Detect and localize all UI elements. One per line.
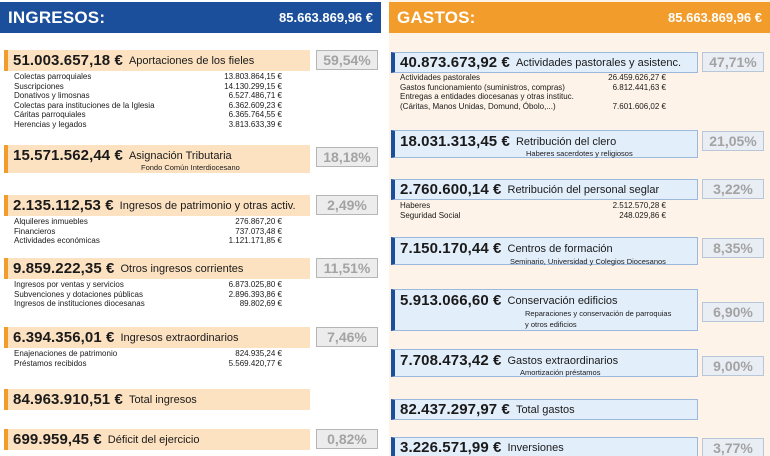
section-percentage: 18,18% <box>316 147 378 167</box>
ingresos-title: INGRESOS: <box>8 7 106 27</box>
section-amount: 84.963.910,51 € <box>13 391 123 408</box>
section-sublabel: Seminario, Universidad y Colegios Diocesanos <box>510 257 666 266</box>
section-detail-list <box>400 73 666 111</box>
section-extraordinarios <box>4 327 310 348</box>
ingresos-column <box>0 0 381 456</box>
list-item: Suscripciones 14.130.299,15 € <box>14 81 282 91</box>
section-label: Total gastos <box>515 403 575 416</box>
list-item: Ingresos de instituciones diocesanas 89.802,69 € <box>14 299 282 309</box>
section-otros-ingresos <box>4 258 310 279</box>
gastos-total: 85.663.869,96 € <box>668 10 762 25</box>
section-amount: 15.571.562,44 € <box>13 147 123 164</box>
section-amount: 5.913.066,60 € <box>400 292 502 309</box>
section-sublabel: Reparaciones y conservación de parroquias <box>525 309 672 318</box>
section-sublabel: Fondo Común Interdiocesano <box>141 163 240 172</box>
section-sublabel: y otros edificios <box>525 320 577 329</box>
list-item: Cáritas parroquiales 6.365.764,55 € <box>14 110 282 120</box>
section-percentage: 8,35% <box>702 238 764 258</box>
section-amount: 699.959,45 € <box>13 431 102 448</box>
section-aportaciones <box>4 50 310 71</box>
list-item: Actividades pastorales 26.459.626,27 € <box>400 73 666 82</box>
list-item: Colectas para instituciones de la Iglesia 6.362.609,23 € <box>14 100 282 110</box>
section-detail-list <box>14 217 282 246</box>
section-percentage: 21,05% <box>702 131 764 151</box>
list-item: Donativos y limosnas 6.527.486,71 € <box>14 91 282 101</box>
section-label: Retribución del clero <box>515 136 617 148</box>
section-label: Ingresos extraordinarios <box>120 331 239 344</box>
list-item: Haberes 2.512.570,28 € <box>400 201 666 210</box>
section-label: Asignación Tributaria <box>128 150 232 162</box>
section-detail-list <box>14 280 282 309</box>
section-label: Gastos extraordinarios <box>507 355 619 367</box>
section-label: Conservación edificios <box>507 295 618 307</box>
section-amount: 6.394.356,01 € <box>13 329 115 346</box>
section-percentage: 3,22% <box>702 179 764 199</box>
section-label: Aportaciones de los fieles <box>128 54 255 67</box>
section-amount: 82.437.297,97 € <box>400 401 510 418</box>
section-sublabel: Amortización préstamos <box>520 368 601 377</box>
section-amount: 7.708.473,42 € <box>400 352 502 369</box>
list-item: Seguridad Social 248.029,86 € <box>400 210 666 220</box>
section-detail-list <box>400 201 666 220</box>
section-sublabel: Haberes sacerdotes y religiosos <box>526 149 633 158</box>
section-label: Ingresos de patrimonio y otras activ. <box>119 199 296 212</box>
section-amount: 9.859.222,35 € <box>13 260 115 277</box>
section-deficit <box>4 429 310 450</box>
ingresos-header <box>0 2 381 33</box>
section-actividades-pastorales <box>391 52 698 73</box>
total-gastos <box>391 399 698 420</box>
list-item: Gastos funcionamiento (suministros, compras) 6.812.441,63 € <box>400 82 666 92</box>
section-percentage: 2,49% <box>316 195 378 215</box>
section-amount: 51.003.657,18 € <box>13 52 123 69</box>
list-item: Entregas a entidades diocesanas y otras instituc. <box>400 92 574 102</box>
section-percentage: 47,71% <box>702 52 764 72</box>
gastos-column <box>389 0 770 456</box>
gastos-header <box>389 2 770 33</box>
section-percentage: 11,51% <box>316 258 378 278</box>
section-personal-seglar <box>391 179 698 200</box>
section-amount: 2.135.112,53 € <box>13 197 114 214</box>
list-item: (Cáritas, Manos Unidas, Domund, Óbolo,...) 7.601.606,02 € <box>400 101 666 111</box>
section-label: Inversiones <box>507 441 564 454</box>
list-item: Préstamos recibidos 5.569.420,77 € <box>14 358 282 368</box>
ingresos-total: 85.663.869,96 € <box>279 10 373 25</box>
section-amount: 7.150.170,44 € <box>400 240 502 257</box>
section-label: Otros ingresos corrientes <box>120 262 244 275</box>
section-inversiones <box>391 437 698 456</box>
section-detail-list <box>14 349 282 368</box>
list-item: Herencias y legados 3.813.633,39 € <box>14 119 282 129</box>
section-percentage: 59,54% <box>316 50 378 70</box>
section-amount: 40.873.673,92 € <box>400 54 510 71</box>
list-item: Subvenciones y dotaciones públicas 2.896.393,86 € <box>14 289 282 299</box>
section-amount: 18.031.313,45 € <box>400 133 510 150</box>
section-percentage: 6,90% <box>702 302 764 322</box>
section-patrimonio <box>4 195 310 216</box>
section-detail-list <box>14 72 282 130</box>
section-amount: 3.226.571,99 € <box>400 439 502 456</box>
list-item: Actividades económicas 1.121.171,85 € <box>14 236 282 246</box>
list-item: Colectas parroquiales 13.803.864,15 € <box>14 72 282 81</box>
section-percentage: 0,82% <box>316 429 378 449</box>
list-item: Financieros 737.073,48 € <box>14 226 282 236</box>
list-item: Enajenaciones de patrimonio 824.935,24 € <box>14 349 282 358</box>
section-percentage: 9,00% <box>702 356 764 376</box>
section-label: Actividades pastorales y asistenc. <box>515 56 682 69</box>
section-label: Centros de formación <box>507 243 613 255</box>
section-percentage: 7,46% <box>316 327 378 347</box>
section-label: Déficit del ejercicio <box>107 433 200 446</box>
list-item: Ingresos por ventas y servicios 6.873.025,80 € <box>14 280 282 289</box>
section-label: Total ingresos <box>128 393 197 406</box>
section-percentage: 3,77% <box>702 438 764 456</box>
gastos-title: GASTOS: <box>397 7 476 27</box>
list-item: Alquileres inmuebles 276.867,20 € <box>14 217 282 226</box>
section-label: Retribución del personal seglar <box>507 183 660 196</box>
section-amount: 2.760.600,14 € <box>400 181 502 198</box>
total-ingresos <box>4 389 310 410</box>
